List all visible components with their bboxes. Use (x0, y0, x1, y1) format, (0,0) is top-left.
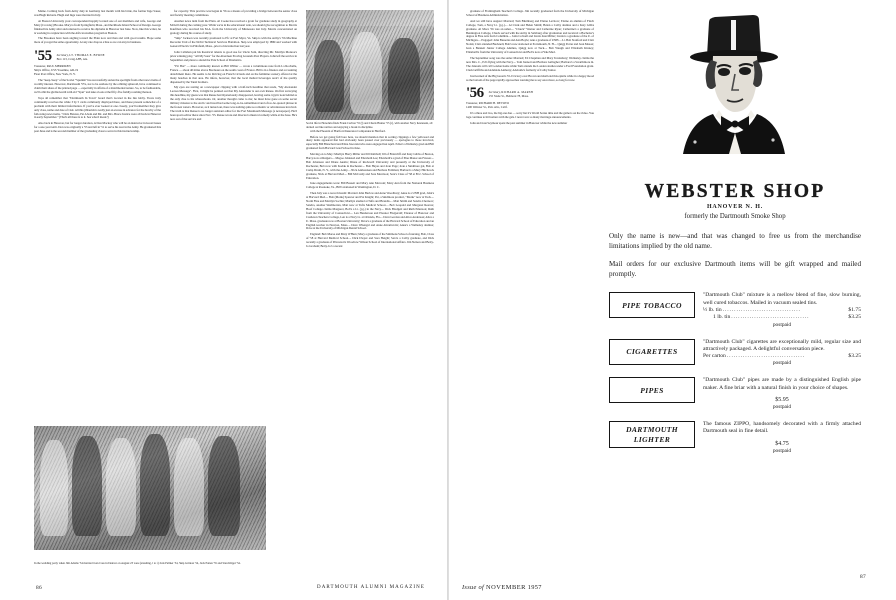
ad-postpaid-note: postpaid (772, 321, 792, 328)
paragraph: John and Joan Seymour spent the past summer in Hanover while the new summer (470, 121, 568, 126)
left-column-2 (170, 10, 297, 251)
ad-shop-name: WEBSTER SHOP (644, 181, 826, 202)
photo-caption: Social life in Honolulu finds Frank Carlton '55 (l) and Chuck Hunter '55 (r), with another Navy lieutenant, all decked out like natives and enjoying a break in discipline. (306, 121, 433, 129)
ad-product-item (609, 377, 861, 410)
treasurer-address: 1400 Webster St., Palo Alto, Calif. (466, 105, 508, 110)
treasurer-name: RICHARD H. DEVOTO (478, 101, 509, 106)
right-page (448, 0, 896, 600)
daniel-webster-portrait-icon (669, 12, 799, 154)
treasurer-name: PAUL MERRIKEN (46, 64, 71, 69)
ad-price-amount: $3.25 (848, 353, 861, 359)
ad-product-label: DARTMOUTH LIGHTER (609, 421, 695, 448)
ad-price-amount: $1.75 (848, 306, 861, 313)
paragraph: The September song was the same: Married; Ed Chapman and Mary Tewksbury; Wellesley claims the new Mrs. C., Ed's flying with the Navy.... Tom Jannoti and Barbara Gallagher; Barbara's a Swarthmore m. The Jannotis will call London home while Tom attends the London studies under a Ford Foundation grant. Clark Griffiths and Adelaide Anthony; Adelaide's formerly of Colby Junior. (466, 55, 594, 72)
class-year-label: '55 (34, 48, 52, 65)
ad-product-item (609, 292, 861, 327)
class-header-1955 (34, 50, 161, 76)
advertisement-webster-shop (609, 10, 861, 465)
paragraph: Before we get going full bore here, we should mention that in sorting clippings a few yellowed and dusty items appeared that had obviously been passed over previously — apologies to those involved, especially Bill Blanchard and Edna Jaworski who were engaged last April. Edna's a Wellesley grad and Bill graduated from Harvard Grad School in June. (306, 134, 434, 151)
paragraph: And we still have August: Married; Tom Blumberg and Elaine Levitow; Elaine an alumna of Finch College, Tom, a Navy Lt. (j.g.).... Al Clark and Helen Smith; Helen a Colby alumna and a Katy Gibbs graduate. Al Maca '56 was an usher.... "Chuck" Warner and Catherine Ryan; Catherine's a graduate of Bennington College, Chuck served with the Army in Salzburg after graduation and received a Bachelor's degree in Fine Arts from Columbia.... John Colwell and Linda Jean Miller; Linda is a graduate of the U. of Michigan.... Engaged: John Bassette and Ann Boyle; Ann a graduate of UNH.... Lt. Bob Stanford and Clair Nolan; Clair attended Bucknell, Bob's now stationed at Portsmouth, N. H.... Quigg Porter and Jean Mason; Jean a Bennett Junior College Alumna, Quigg now at Tuck.... Bob Waugh and Elizabeth Kinney; Elizabeth's from the University of Connecticut and Bob's now at Yale Med. (466, 18, 594, 55)
ad-shop-town: HANOVER N. H. (706, 204, 764, 210)
paragraph: My eyes are resting on a newspaper clipping with a half-inch headline that reads, "My Alexander Leaves Message". First, it might be pointed out that My Alexander is our own Renee. On first surveying this headline, my guess was that Renee had mysteriously disappeared, leaving some cryptic note behind as the only clue to his whereabouts. Or, another thought came to me; he must have gone on some secret military mission to the Arctic and inscribed some long-to-be-remembered and oft-to-be-quoted phrase in the frozen waters. However, as it turned out, there was nothing quite so romantic or adventurous involved. The truth is that Renee is no longer assistant editor for the Fort Monmouth Message (a newspaper). He'd been sports editor there since Nov. '55. Renee wrote and directed a musical comedy while at the base. He's now out of the service and (170, 85, 297, 121)
paragraph: "Skip" Jackson was recently promoted to Pfc at Fort Myer, Va. Skip is with the Army's 7th Machine Recorder Unit of the 943rd Technical Services Battalion. Skip was employed by IBM and worked with General Electric in Pittsfield, Mass., prior to his induction last year. (170, 36, 297, 49)
paragraph: June engagements were: Bill Bassett and Mary Ann Marconi; Mary Ann from the National Business College at Roanoke, Va., Bill's stationed in Washington, D. C. (306, 181, 434, 190)
treasurer-address: Ship's Office, USS Yosemite, AD-19 (34, 68, 79, 73)
ad-price-amount: $5.95 (775, 396, 789, 403)
class-secretary (57, 50, 105, 61)
issue-month: NOVEMBER (486, 584, 526, 591)
ad-postpaid-note: postpaid (772, 404, 792, 411)
ad-price-row (703, 307, 861, 314)
secretary-address: Box 113, Craig AFB, Ala. (56, 57, 88, 62)
ad-product-item (609, 339, 861, 367)
paragraph: Then July was a record month: Marriott John Barlow and Anne Woodbury; Anne is a UNH grad, John's at Harvard Med.... Bob (Monk) Spencer and Pat Knight; Pat, a Skidmore product, "Monk" now at Tuck.... Norm Fine and Marilyn Sochin; Marilyn studied at Tufts and Brandis.... Matt Smith and Sandra Chernow; Sandra, another Skidmorian, Matt now at Tufts Medical School.... Bob Leopold and Margaret Reeves; Hoof College claims Margaret, Bob's a Lt. (j.g.) in the Navy.... Dick Blodgett and Ruth Emerson; Ruth from the University of Connecticut.... Len Henderson and Eleanor Fitzgerald; Eleanor of Hanover and Castleton Teachers College, Len is a Navy Lt. at Orlando, Fla.... Dave Gordon and Alice Anderson; Alice a U. Mass. graduate now at Boston University; Dave's a graduate of the Harvard School of Education and an English teacher in Newton, Mass.... Dave Witengal and Anne Abramovitz; Anne's a Wellesley alumna; Dave at the University of Michigan Dental School. (306, 191, 434, 231)
treasurer-address-2: Fleet Post Office, New York, N. Y. (34, 72, 76, 77)
secretary-address: 155 Slade St., Belmont 78, Mass. (488, 94, 529, 99)
ad-lead-paragraph-2: Mail orders for our exclusive Dartmouth items will be gift wrapped and mailed promptly. (609, 260, 861, 278)
right-page-columns (466, 10, 866, 465)
ad-product-label: PIPE TOBACCO (609, 292, 695, 318)
class-treasurer (466, 101, 594, 109)
paragraph: At Boston University your correspondent happily located one of our members and wife, George and Mary (Crowley) Brooks. Mary is from Springfield, Mass., and the Rhode Island School of Design. George finished his Army stint and returned to receive his diploma in Hanover last June. Now, like this writer, he is working in conjunction with the African studies program at Boston. (34, 18, 161, 35)
paragraph: The Brookses have been angling toward the Plain now and then and with good results. Hope some more of you get the same opportunity. At any rate drop us a line so we can stay in business. (34, 36, 161, 45)
ad-postpaid-note: postpaid (772, 360, 792, 367)
ad-product-detail (703, 377, 861, 410)
paragraph: with the Phoenix of Hartford Insurance Companies in Hartford. (310, 128, 386, 133)
class-year-label: '56 (466, 85, 484, 102)
paragraph: Just learned of the Big Green's 55-0 victory over Brown and shall end this epistle while in a happy mood as the bottom of the page rapidly approaches warning me to say once more, so long for now. (466, 73, 594, 82)
ad-product-item (609, 421, 861, 454)
ad-product-description: "Dartmouth Club" pipes are made by a distinguished English pipe maker. A fine briar with a natural finish in your choice of shapes. (703, 377, 861, 391)
paragraph: Tops all remember that "Dartmouth In Town" board that's located in the Inn lobby. Yours truly continually receives the white 3 by 5 cards commonly displayed there, and these present somewhat of a problem with their limited information. If you've ever looked at one closely, you'll remember they give only class, name and date of visit. All this jibberish is really just an excuse in advance for the brevity of the following news items. "Chris Buxton, Pat Alwin and Mr. and Mrs. Bruce Justice were all back in Hanover in early September." (That's all there is to it. See what I mean?) (34, 95, 161, 120)
secretary-name: LT. THOMAS E. BYRNE (69, 53, 105, 58)
ad-product-list (609, 292, 861, 454)
magazine-running-title: DARTMOUTH ALUMNI MAGAZINE (317, 585, 426, 590)
treasurer-role-label: Treasurer, (466, 101, 479, 106)
page-number-right: 87 (860, 574, 866, 580)
ad-product-detail (703, 339, 861, 367)
ad-price-label: ½ lb. tin (703, 306, 722, 313)
photo-honolulu-group (306, 10, 434, 120)
ad-product-description: "Dartmouth Club" mixture is a mellow blend of fine, slow burning, well cured tobaccos. Mailed in vacuum sealed tins. (703, 292, 861, 306)
paragraph: graduate of Framingham Teacher's College. Jim recently graduated from the University of Michigan School of Business Administration. (466, 9, 594, 17)
ad-product-label: CIGARETTES (609, 339, 695, 365)
photo-wedding-party (34, 426, 266, 550)
paragraph: England: Bob Morse and Mary O'Hern; Mary a graduate of the Simmons School of nursing, Bob, Class of '58 at Harvard Medical School.... Dick Dwyer and Sara Height; Sara's a Colby graduate, and Dick recently a graduate of Princeton's Woodrow Wilson School of International Affairs. Jim Nelson and Betty-Jo Graham; Betty-Jo's a recent (306, 232, 434, 249)
ad-price-amount: $3.25 (848, 314, 861, 321)
left-column-3 (306, 10, 434, 251)
ad-formerly-line: formerly the Dartmouth Smoke Shop (684, 213, 786, 220)
right-column-1 (466, 10, 594, 465)
class-header-1956 (466, 87, 594, 109)
paragraph: John Callahan put his theatrical talents to good use for Uncle Sam, directing Mr. Marilyn Monroe's prize winning play, "All My Sons" for the Aberdeen Proving Grounds Post Players. John left the service in September and plans to attend the Yale School of Dramatics. (170, 50, 297, 62)
ad-postpaid-note: postpaid (772, 448, 792, 455)
secretary-role-label: Secretary, (488, 90, 501, 95)
ad-price-amount: $4.75 (775, 440, 789, 447)
ad-product-description: "Dartmouth Club" cigarettes are exceptionally mild, regular size and attractively packaged. A delightful conversation piece. (703, 338, 861, 352)
ad-price-label: Per carton (703, 353, 726, 359)
photo-caption: In the wedding party when Jim Adams '54 married Joan Cass in Denver on August 23 were (standing, l to r) Jack Palmer '54, Skip Grinton '54, Jack Patten '55 and Stan Klippi '54. (34, 561, 241, 566)
issue-prefix: Issue of (462, 584, 485, 591)
secretary-name: RICHARD A. MARSH (501, 90, 534, 95)
issue-year: 1957 (527, 584, 542, 591)
class-treasurer (34, 64, 161, 76)
ad-lead-paragraph-1: Only the name is new—and that was changed to free us from the merchandise limitations implied by the old name. (609, 232, 861, 250)
paragraph: Maine. Coming back from Army duty in Germany last month with his bride, the former Inge Sauer, was Hugh Roberts. Hugh and Inge were married in July. (34, 9, 161, 17)
ad-price-row (703, 314, 861, 321)
ad-product-detail (703, 421, 861, 454)
secretary-role-label: Secretary, (56, 53, 69, 58)
class-secretary (489, 87, 533, 98)
paragraph: Another news item from the Plain. Al Cooke has received a grant for graduate study in geography at McGill during the coming year. While we're in the educational vein, we should give recognition to Morris Kaufman who received his M.A. from the University of Minnesota last July. Morris concentrated on geology during his course of study. (170, 18, 297, 35)
page-number-left: 86 (36, 585, 42, 591)
paragraph: "Pic Bur" — more commonly known as Bill Wilbur — wrote a voluminous note from La Rochelle, France — about 40 miles above Bordeaux on the south coast of France. Bill is in a finance and accounting detachment there. He seems to be thriving on French victuals and on the feminine scenery offered at the many beaches in that area. He infers, however, that the local malted beverages aren't of the quality dispensed by the Tanzi brothers. (170, 63, 297, 84)
left-page-columns (34, 10, 434, 251)
price-leader-dots: .................................. (726, 353, 805, 359)
ad-logo (609, 10, 861, 186)
price-leader-dots: .................................. (731, 314, 810, 321)
treasurer-role-label: Treasurer, (34, 64, 47, 69)
ad-product-description: The famous ZIPPO, handsomely decorated with a firmly attached Dartmouth seal in fine detail. (703, 421, 861, 435)
left-column-1 (34, 10, 161, 251)
paragraph: Also back in Hanover, but for longer duration, is Don Mackay who will be an instructor in Great Issues for a one-year term. Don was originally a '53 and left in '51 to serve his tour in the Army. He graduated this past June and is the second member of the graduating class to serve in this instructorship. (34, 121, 161, 134)
ad-product-detail (703, 292, 861, 327)
paragraph: The "keep-Seep" of the Soviet "Sputnik" has successfully stolen the spotlight from other news items of worldly interest. However, Dartmouth '55's, not to be outdone by the orbiting spheroid, have continued to claim their share of the printed page — especially in affairs of a matrimonial nature. So, to be fashionable, we'll orbit the girdled earth with old "Sput" and take a look at the fifty-five family roaming thereon. (34, 78, 161, 94)
issue-line (462, 584, 542, 591)
paragraph: Moving on to May: Marilyn Harry Millar and Jill Kimball; Jill of Briarcliff and Katy Gibbs of Boston, Harry now at Rutgers.... Magoo Johnsted and Elizabeth Lee; Elizabeth's a grad of Pine Manor and Vassar.... Bob Johanson and Diane Austin; Diane of Rockwell University and presently at the University of Rochester, Bob now with Kodak in Rochester.... Bob Hayes and Joan Page; Joan a Skidmore gal, Bob at Camp Drum, N. Y., with the Army.... Nick Anthonisen and Barbara Feldman; Barbara's a Mary Hitchcock graduate, Nick at Harvard Med.... Bill McCurdy and Sara Morrison; Sara's Class of '58 at B.U. School of Education. (306, 152, 434, 180)
paragraph: for capacity. This practice was begun in '56 as a means of providing a bridge between the senior class and faculty meeting committees. (170, 9, 297, 17)
ad-product-label: PIPES (609, 377, 695, 403)
paragraph: It's a three and two, the big one due — sorry but it's World Series time and the game is on the video. You logs continue to hit homers with the gals. I never saw so many marriage announcements. (466, 111, 594, 120)
ad-price-label: 1 lb. tin (713, 314, 731, 321)
price-leader-dots: .................................. (722, 306, 801, 313)
ad-price-row (703, 353, 861, 360)
